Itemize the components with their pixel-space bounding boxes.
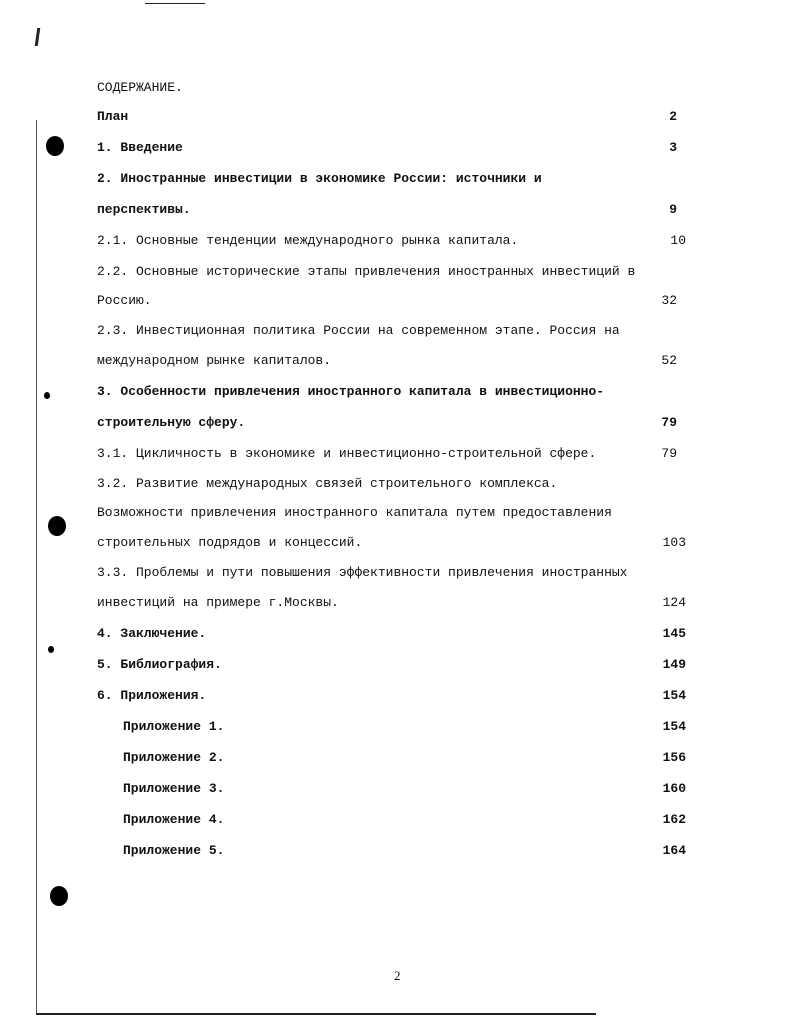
speck-2 <box>48 646 54 653</box>
toc-page-ch2: 9 <box>669 202 677 217</box>
toc-page-appendix-2: 156 <box>662 750 686 765</box>
scan-corner-mark <box>35 28 41 46</box>
page-number: 2 <box>394 968 401 983</box>
toc-entry-appendix-5: Приложение 5. <box>123 843 225 858</box>
toc-entry-2-2-line1: 2.2. Основные исторические этапы привлечения иностранных инвестиций в <box>97 264 636 279</box>
toc-entry-bibliography: 5. Библиография. <box>97 657 222 672</box>
toc-page-2-3: 52 <box>661 353 677 368</box>
toc-entry-appendix-1: Приложение 1. <box>123 719 225 734</box>
toc-page-appendix-4: 162 <box>662 812 686 827</box>
toc-page-appendix-5: 164 <box>662 843 686 858</box>
toc-entry-2-1: 2.1. Основные тенденции международного рынка капитала. <box>97 233 519 248</box>
punch-hole-3 <box>50 886 68 906</box>
toc-page-3-3: 124 <box>662 595 686 610</box>
toc-page-plan: 2 <box>669 109 677 124</box>
toc-page-ch3: 79 <box>661 415 677 430</box>
toc-title: СОДЕРЖАНИЕ. <box>97 80 183 95</box>
punch-hole-1 <box>46 136 64 156</box>
toc-page-appendix-3: 160 <box>662 781 686 796</box>
toc-entry-2-3-line1: 2.3. Инвестиционная политика России на современном этапе. Россия на <box>97 323 620 338</box>
scan-bottom-line <box>36 1013 596 1015</box>
speck-1 <box>44 392 50 399</box>
toc-entry-appendices: 6. Приложения. <box>97 688 207 703</box>
toc-entry-3-2-line3: строительных подрядов и концессий. <box>97 535 363 550</box>
toc-entry-ch3-line1: 3. Особенности привлечения иностранного капитала в инвестиционно- <box>97 384 605 399</box>
scan-top-line <box>145 3 205 4</box>
punch-hole-2 <box>48 516 66 536</box>
toc-page-3-1: 79 <box>661 446 677 461</box>
toc-page-intro: 3 <box>669 140 677 155</box>
toc-entry-3-2-line1: 3.2. Развитие международных связей строительного комплекса. <box>97 476 558 491</box>
toc-page-2-2: 32 <box>661 293 677 308</box>
toc-entry-appendix-2: Приложение 2. <box>123 750 225 765</box>
toc-entry-3-1: 3.1. Цикличность в экономике и инвестиционно-строительной сфере. <box>97 446 597 461</box>
toc-entry-2-3-line2: международном рынке капиталов. <box>97 353 332 368</box>
toc-page-appendix-1: 154 <box>662 719 686 734</box>
toc-entry-intro: 1. Введение <box>97 140 183 155</box>
toc-entry-ch2-line2: перспективы. <box>97 202 191 217</box>
toc-entry-3-2-line2: Возможности привлечения иностранного капитала путем предоставления <box>97 505 612 520</box>
scan-left-border <box>36 120 37 1015</box>
toc-entry-ch2-line1: 2. Иностранные инвестиции в экономике России: источники и <box>97 171 542 186</box>
toc-entry-appendix-3: Приложение 3. <box>123 781 225 796</box>
toc-page-conclusion: 145 <box>662 626 686 641</box>
toc-entry-ch3-line2: строительную сферу. <box>97 415 246 430</box>
toc-entry-3-3-line2: инвестиций на примере г.Москвы. <box>97 595 339 610</box>
toc-page-2-1: 10 <box>670 233 686 248</box>
toc-entry-conclusion: 4. Заключение. <box>97 626 207 641</box>
toc-entry-2-2-line2: Россию. <box>97 293 152 308</box>
toc-page-appendices: 154 <box>662 688 686 703</box>
toc-page-3-2: 103 <box>662 535 686 550</box>
toc-entry-3-3-line1: 3.3. Проблемы и пути повышения эффективности привлечения иностранных <box>97 565 628 580</box>
toc-entry-plan: План <box>97 109 129 124</box>
toc-entry-appendix-4: Приложение 4. <box>123 812 225 827</box>
toc-page-bibliography: 149 <box>662 657 686 672</box>
